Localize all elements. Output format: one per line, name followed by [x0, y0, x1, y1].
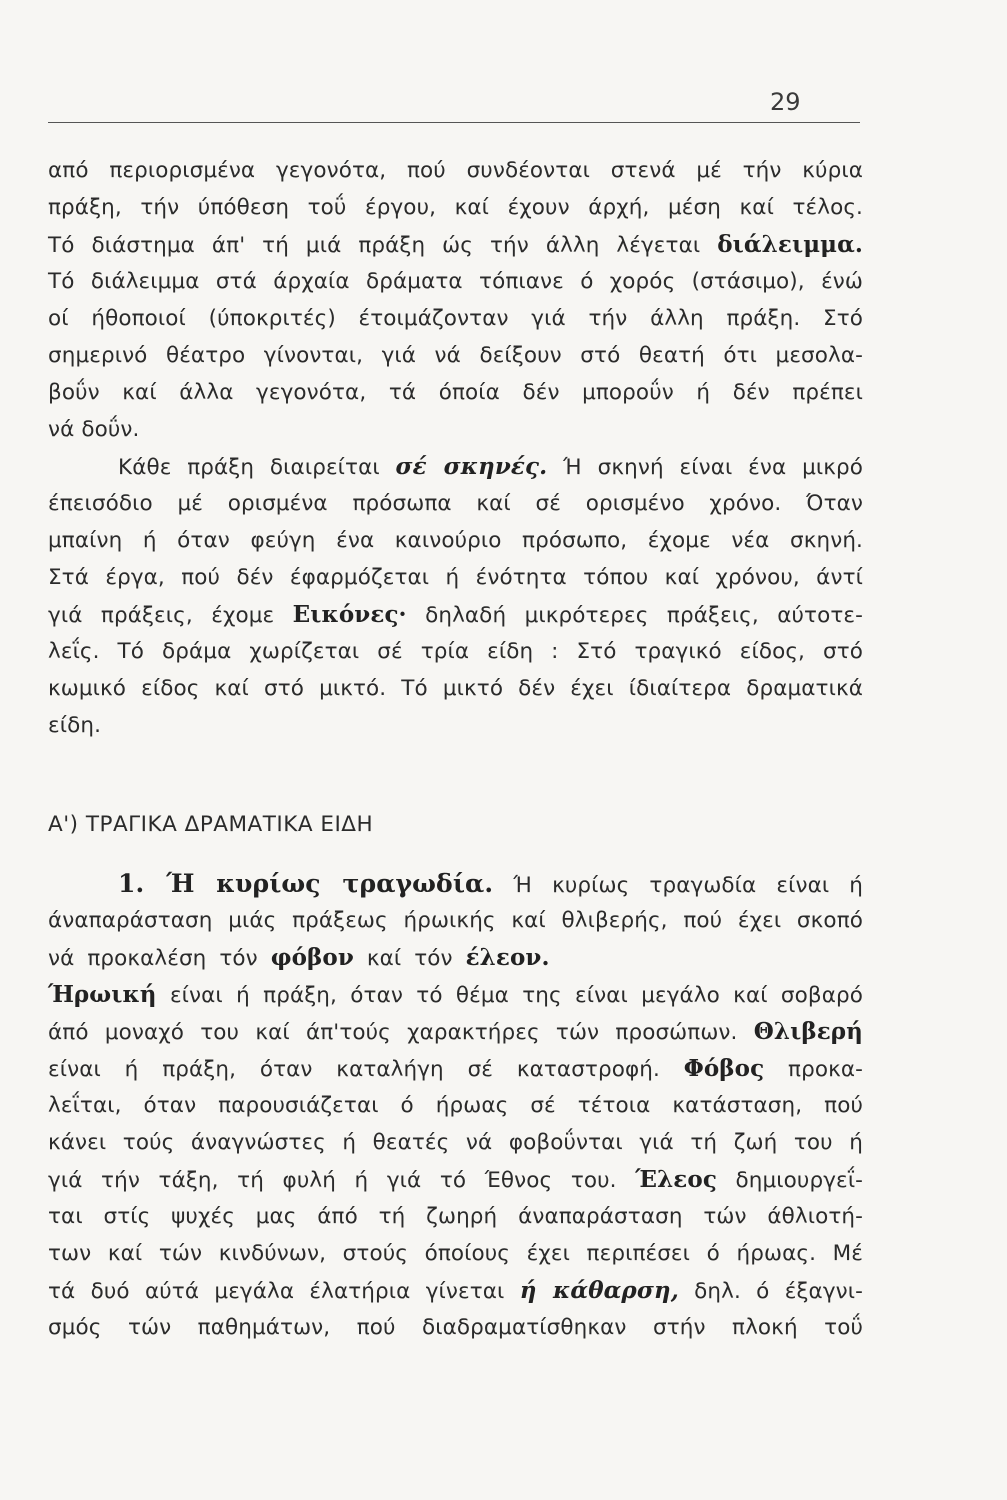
term-skines: σέ σκηνές.: [395, 453, 548, 480]
text-line: πράξη, τήν ύπόθεση τοΰ έργου, καί έχουν άρχή, μέση καί τέλος.: [48, 195, 863, 220]
header-rule: [48, 122, 860, 123]
text-line: οί ήθοποιοί (ύποκριτές) έτοιμάζονταν γιά τήν άλλη πράξη. Στό: [48, 306, 863, 331]
text-line: Στά έργα, πού δέν έφαρμόζεται ή ένότητα τόπου καί χρόνου, άντί: [48, 565, 863, 590]
section-heading: Α') ΤΡΑΓΙΚΑ ΔΡΑΜΑΤΙΚΑ ΕΙΔΗ: [48, 812, 374, 837]
text-line: νά δοΰν.: [48, 417, 140, 442]
text-span: προκα-: [788, 1057, 863, 1082]
text-span: δηλ. ό έξαγνι-: [694, 1279, 863, 1304]
text-line: [48, 1161, 863, 1198]
text-line: ται στίς ψυχές μας άπό τή ζωηρή άναπαράσταση τών άθλιοτή-: [48, 1204, 863, 1229]
text-span: δηλαδή μικρότερες πράξεις, αύτοτε-: [425, 603, 863, 628]
text-span: είναι ή πράξη, όταν τό θέμα της είναι μεγάλο καί σοβαρό: [169, 983, 863, 1008]
text-line: [48, 226, 863, 263]
page-number: 29: [770, 88, 801, 116]
text-span: καί τόν: [366, 946, 453, 971]
text-line: [48, 596, 863, 633]
text-line: λεΐς. Τό δράμα χωρίζεται σέ τρία είδη : Στό τραγικό είδος, στό: [48, 639, 863, 664]
text-line: σημερινό θέατρο γίνονται, γιά νά δείξουν στό θεατή ότι μεσολα-: [48, 343, 863, 368]
term-fovos: Φόβος: [683, 1055, 765, 1082]
text-span: Ή σκηνή είναι ένα μικρό: [563, 455, 864, 480]
text-span: είναι ή πράξη, όταν καταλήγη σέ καταστροφή.: [48, 1057, 660, 1082]
term-katharsi: ή κάθαρση,: [519, 1277, 679, 1304]
text-line: [48, 939, 863, 976]
text-line: κωμικό είδος καί στό μικτό. Τό μικτό δέν έχει ίδιαίτερα δραματικά: [48, 676, 863, 701]
text-line: μπαίνη ή όταν φεύγη ένα καινούριο πρόσωπο, έχομε νέα σκηνή.: [48, 528, 863, 553]
text-span: άπό μοναχό του καί άπ'τούς χαρακτήρες τών προσώπων.: [48, 1020, 738, 1045]
text-span: νά προκαλέση τόν: [48, 946, 258, 971]
text-span: γιά πράξεις, έχομε: [48, 603, 275, 628]
text-line: άναπαράσταση μιάς πράξεως ήρωικής καί θλιβερής, πού έχει σκοπό: [48, 908, 863, 933]
text-line: Τό διάλειμμα στά άρχαία δράματα τόπιανε ό χορός (στάσιμο), ένώ: [48, 269, 863, 294]
term-eleos: Έλεος: [635, 1166, 717, 1193]
term-dialeimma: διάλειμμα.: [717, 231, 863, 258]
text-line: σμός τών παθημάτων, πού διαδραματίσθηκαν στήν πλοκή τοΰ: [48, 1315, 863, 1340]
page-body: [48, 152, 863, 1346]
term-eleon: έλεον.: [465, 944, 550, 971]
text-line: έπεισόδιο μέ ορισμένα πρόσωπα καί σέ ορισμένο χρόνο. Όταν: [48, 491, 863, 516]
text-line: βοΰν καί άλλα γεγονότα, τά όποία δέν μποροΰν ή δέν πρέπει: [48, 380, 863, 405]
term-tragodia: 1. Ή κυρίως τραγωδία.: [118, 869, 494, 898]
term-thliveri: Θλιβερή: [753, 1018, 863, 1045]
text-line: λεΐται, όταν παρουσιάζεται ό ήρωας σέ τέτοια κατάσταση, πού: [48, 1093, 863, 1118]
term-eikones: Εικόνες·: [292, 601, 407, 628]
text-line: είδη.: [48, 713, 102, 738]
text-line: [48, 448, 863, 485]
text-span: δημιουργεΐ-: [735, 1168, 863, 1193]
text-line: των καί τών κινδύνων, στούς όποίους έχει περιπέσει ό ήρωας. Μέ: [48, 1241, 863, 1266]
text-line: κάνει τούς άναγνώστες ή θεατές νά φοβοΰνται γιά τή ζωή του ή: [48, 1130, 863, 1155]
text-line: [48, 976, 863, 1013]
text-line: [48, 1050, 863, 1087]
term-iroiki: Ήρωική: [48, 981, 157, 1008]
text-span: Τό διάστημα άπ' τή μιά πράξη ώς τήν άλλη λέγεται: [48, 233, 701, 258]
text-line: [48, 1013, 863, 1050]
text-line: από περιορισμένα γεγονότα, πού συνδέονται στενά μέ τήν κύρια: [48, 158, 863, 183]
text-span: Ή κυρίως τραγωδία είναι ή: [513, 873, 864, 898]
text-span: τά δυό αύτά μεγάλα έλατήρια γίνεται: [48, 1279, 505, 1304]
term-fobon: φόβον: [270, 944, 354, 971]
text-span: Κάθε πράξη διαιρείται: [118, 455, 380, 480]
text-line: [48, 865, 863, 902]
text-line: [48, 1272, 863, 1309]
text-span: γιά τήν τάξη, τή φυλή ή γιά τό Έθνος του.: [48, 1168, 617, 1193]
